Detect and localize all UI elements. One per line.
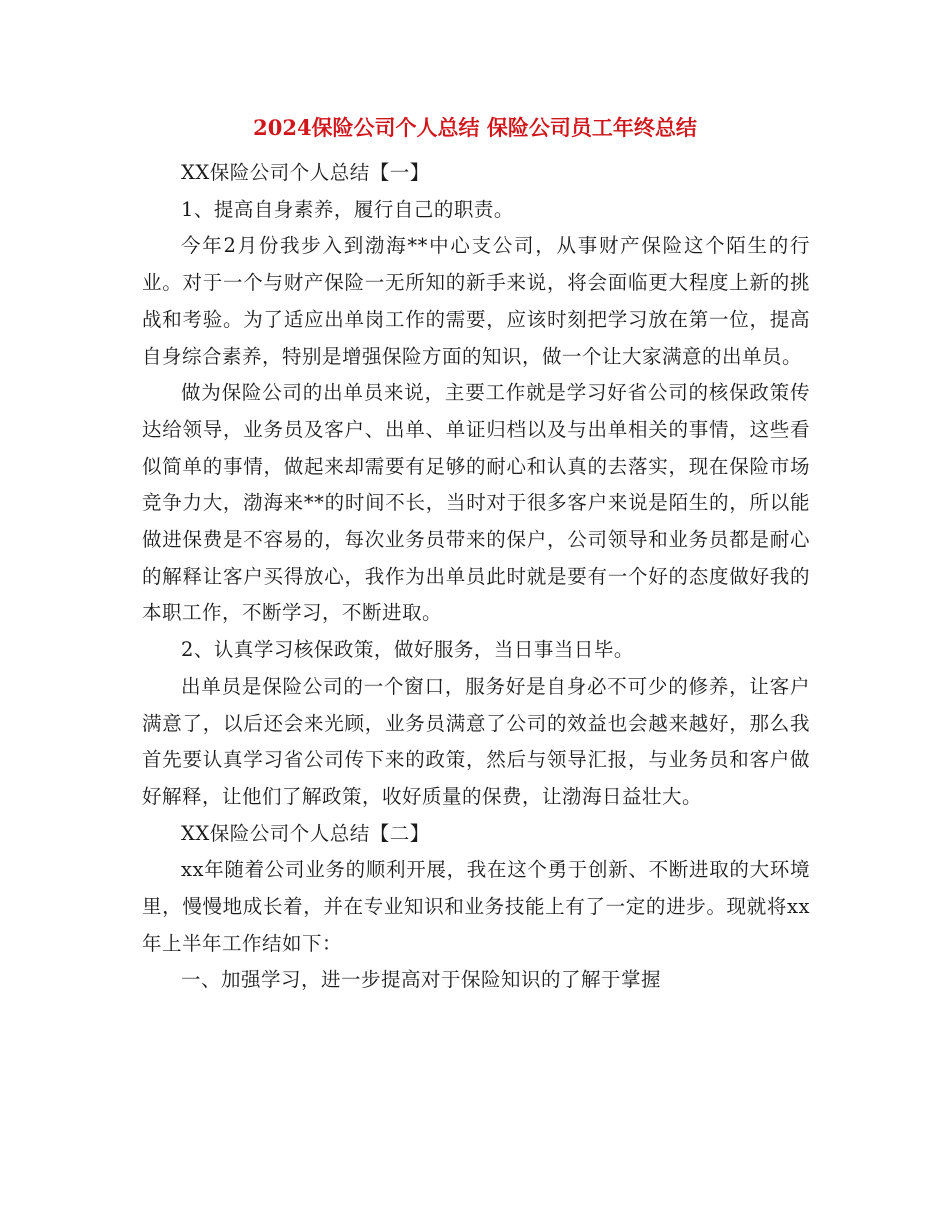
- body-paragraph: 出单员是保险公司的一个窗口，服务好是自身必不可少的修养，让客户满意了，以后还会来光顾，业务员满意了公司的效益也会越来越好，那么我首先要认真学习省公司传下来的政策，然后与领导汇报，与业务员和客户做好解释，让他们了解政策，收好质量的保费，让渤海日益壮大。: [142, 674, 810, 808]
- body-paragraph: 今年2月份我步入到渤海**中心支公司，从事财产保险这个陌生的行业。对于一个与财产保险一无所知的新手来说，将会面临更大程度上新的挑战和考验。为了适应出单岗工作的需要，应该时刻把学习放在第一位，提高自身综合素养，特别是增强保险方面的知识，做一个让大家满意的出单员。: [142, 234, 810, 368]
- subheading-2: 2、认真学习核保政策，做好服务，当日事当日毕。: [181, 638, 634, 662]
- document-title: 2024保险公司个人总结 保险公司员工年终总结: [253, 115, 697, 140]
- subheading-1: 1、提高自身素养，履行自己的职责。: [181, 197, 514, 221]
- section-heading-1: XX保险公司个人总结【一】: [181, 161, 430, 184]
- body-paragraph: 做为保险公司的出单员来说，主要工作就是学习好省公司的核保政策传达给领导，业务员及客户、出单、单证归档以及与出单相关的事情，这些看似简单的事情，做起来却需要有足够的耐心和认真的去落实，现在保险市场竞争力大，渤海来**的时间不长，当时对于很多客户来说是陌生的，所以能做进保费是不容易的，每次业务员带来的保户，公司领导和业务员都是耐心的解释让客户买得放心，我作为出单员此时就是要有一个好的态度做好我的本职工作，不断学习，不断进取。: [142, 381, 810, 625]
- section-heading-2: XX保险公司个人总结【二】: [181, 821, 430, 845]
- document-body: [142, 155, 810, 999]
- body-paragraph: xx年随着公司业务的顺利开展，我在这个勇于创新、不断进取的大环境里，慢慢地成长着，并在专业知识和业务技能上有了一定的进步。现就将xx年上半年工作结如下：: [142, 858, 810, 955]
- subheading-3: 一、加强学习，进一步提高对于保险知识的了解于掌握: [181, 968, 662, 992]
